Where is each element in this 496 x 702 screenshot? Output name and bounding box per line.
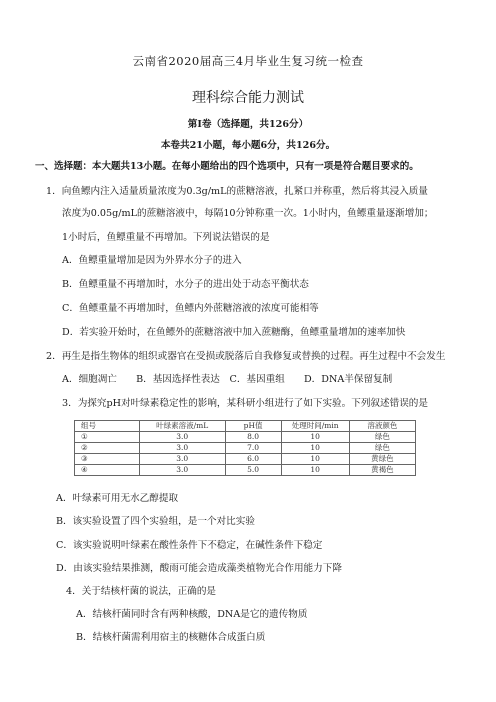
q1-stem-line3: 1小时后，鱼鳔重量不再增加。下列说法错误的是 [62,232,270,243]
paper-title: 理科综合能力测试 [192,90,304,106]
table-cell: 绿色 [349,432,415,443]
q1-stem-line2: 浓度为0.05g/mL的蔗糖溶液中，每隔10分钟称重一次。1小时内，鱼鳔重量逐渐增加； [62,208,434,219]
table-cell: 3.0 [139,454,225,465]
table-header-cell: 处理时间/min [281,421,349,432]
table-row [75,443,416,454]
table-cell: 10 [281,432,349,443]
q1-option-b: B．鱼鳔重量不再增加时，水分子的进出处于动态平衡状态 [62,279,309,290]
table-cell: 5.0 [225,465,281,476]
q1-option-d: D．若实验开始时，在鱼鳔外的蔗糖溶液中加入蔗糖酶，鱼鳔重量增加的速率加快 [62,327,406,338]
q4-option-a: A．结核杆菌同时含有两种核酸，DNA是它的遗传物质 [76,609,308,620]
table-cell: ④ [75,465,140,476]
table-cell: 黄绿色 [349,454,415,465]
q2-stem: 2．再生是指生物体的组织或器官在受损或脱落后自我修复或替换的过程。再生过程中不会发生 [46,351,446,362]
q3-option-a: A．叶绿素可用无水乙醇提取 [56,493,179,504]
exam-title: 云南省2020届高三4月毕业生复习统一检查 [132,54,364,68]
table-cell: 10 [281,454,349,465]
table-cell: ② [75,443,140,454]
table-cell: ① [75,432,140,443]
q3-stem: 3．为探究pH对叶绿素稳定性的影响，某科研小组进行了如下实验。下列叙述错误的是 [62,398,428,409]
table-cell: 黄褐色 [349,465,415,476]
q4-option-b: B．结核杆菌需利用宿主的核糖体合成蛋白质 [76,632,266,643]
table-row [75,454,416,465]
table-cell: 3.0 [139,465,225,476]
table-header-cell: 组号 [75,421,140,432]
table-header-cell: 叶绿素溶液/mL [139,421,225,432]
table-header-cell: pH值 [225,421,281,432]
q3-option-d: D．由该实验结果推测，酸雨可能会造成藻类植物光合作用能力下降 [56,563,342,574]
volume-note: 本卷共21小题，每小题6分，共126分。 [160,140,336,151]
table-cell: 绿色 [349,443,415,454]
table-cell: ③ [75,454,140,465]
table-cell: 3.0 [139,432,225,443]
experiment-table [74,420,416,476]
q4-stem: 4．关于结核杆菌的说法，正确的是 [66,586,217,597]
table-cell: 7.0 [225,443,281,454]
q2-options: A．细胞凋亡 B．基因选择性表达 C．基因重组 D．DNA半保留复制 [62,374,393,385]
table-cell: 10 [281,465,349,476]
q3-option-b: B．该实验设置了四个实验组，是一个对比实验 [56,516,255,527]
table-header-cell: 溶液颜色 [349,421,415,432]
table-row [75,465,416,476]
table-header-row [75,421,416,432]
volume-title: 第I卷（选择题，共126分） [187,119,309,130]
q3-option-c: C．该实验说明叶绿素在酸性条件下不稳定，在碱性条件下稳定 [56,540,323,551]
q1-stem-line1: 1．向鱼鳔内注入适量质量浓度为0.3g/mL的蔗糖溶液，扎紧口并称重，然后将其浸入质量 [46,186,428,197]
table-row [75,432,416,443]
table-cell: 8.0 [225,432,281,443]
table-cell: 3.0 [139,443,225,454]
q1-option-a: A．鱼鳔重量增加是因为外界水分子的进入 [62,255,242,266]
table-cell: 6.0 [225,454,281,465]
q1-option-c: C．鱼鳔重量不再增加时，鱼鳔内外蔗糖溶液的浓度可能相等 [62,303,319,314]
table-cell: 10 [281,443,349,454]
section-heading: 一、选择题：本大题共13小题。在每小题给出的四个选项中，只有一项是符合题目要求的。 [35,161,419,172]
